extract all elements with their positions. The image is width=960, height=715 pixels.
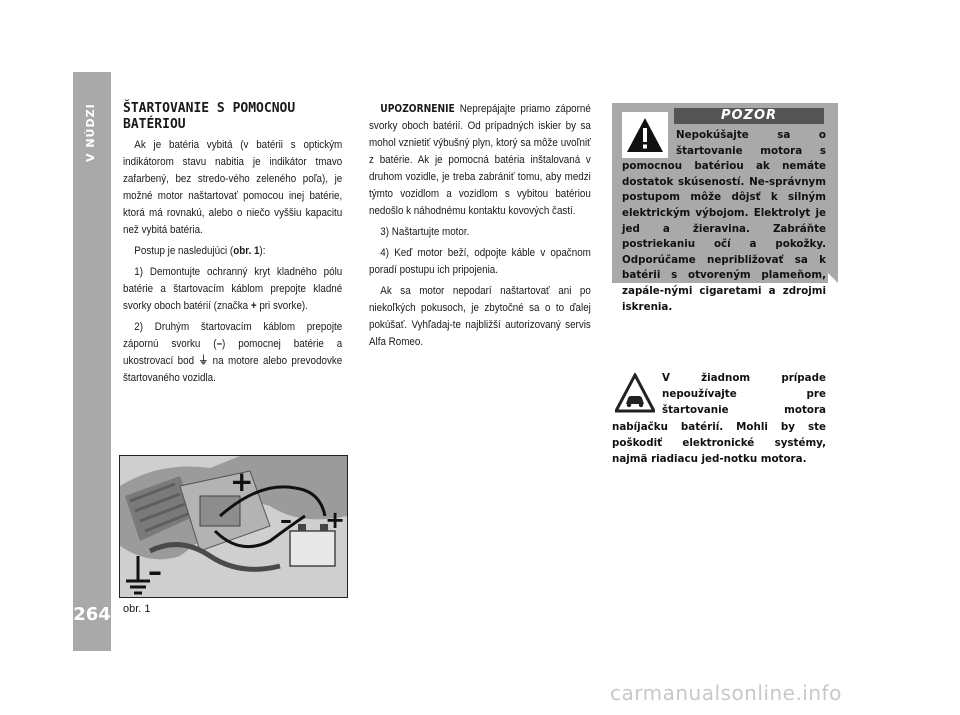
section-title: V NÚDZI [84, 103, 97, 163]
figure-plus-label: + [230, 465, 254, 498]
step-2-text: 2) Druhým štartovacím káblom prepojte zápornú svorku ( [123, 321, 343, 350]
upozornenie-text: Neprepájajte priamo záporné svorky oboch batérií. Od prípadných iskier by sa mohol vznietiť výbušný plyn, ktorý sa môže uvoľniť z batérie. Ak je pomocná batéria inštalovaná v druhom vozidle, je treba zabrániť tomu, aby medzi týmto vozidlom a vozidlom s vybitou batériou nedošlo k náhodnému kontaktu kovových častí. [369, 103, 591, 217]
step-1-text: 1) Demontujte ochranný kryt kladného pólu batérie a štartovacím káblom prepojte kladné svorky oboch batérií (značka [123, 266, 343, 312]
engine-battery-illustration [120, 456, 347, 597]
text-column-2 [369, 101, 591, 355]
warning-text: Nepokúšajte sa o štartovanie motora s pomocnou batériou ak nemáte dostatok skúseností. Ne-správnym postupom môže dôjsť k silným elektrickým výbojom. Elektrolyt je jed a žieravina. Zabráňte postriekaniu očí a pokožky. Odporúčame nepribližovať sa k batérii s otvoreným plameňom, zapále-nými cigaretami a zdrojmi iskrenia. [622, 129, 826, 313]
warning-text-block [622, 128, 826, 315]
final-paragraph: Ak sa motor nepodarí naštartovať ani po niekoľkých pokusoch, je zbytočné sa o to ďalej pokúšať. Vyhľadaj-te najbližší autorizovaný servis Alfa Romeo. [369, 285, 591, 348]
page-number: 264 [73, 604, 111, 625]
note-text: V žiadnom prípade nepoužívajte pre štartovanie motora nabíjačku batérií. Mohli by ste poškodiť elektronické systémy, najmä riadiacu jed-notku motora. [612, 372, 826, 466]
figure-battery-plus-label: + [325, 506, 346, 534]
upozornenie-paragraph [369, 101, 591, 220]
step-2-paragraph [123, 319, 342, 387]
section-heading: ŠTARTOVANIE S POMOCNOU BATÉRIOU [123, 101, 296, 132]
pozor-title: POZOR [674, 108, 824, 124]
figure-caption: obr. 1 [123, 603, 151, 615]
intro-paragraph: Ak je batéria vybitá (v batérii s optickým indikátorom stavu nabitia je indikátor tmavo zafarbený, bez stredo-vého zeleného poľa), je možné motor naštartovať pomocou inej batérie, ktorá má rovnakú, alebo o niečo vyššiu kapacitu než vybitá batéria. [123, 139, 343, 236]
step-4-paragraph: 4) Keď motor beží, odpojte káble v opačnom poradí postupu ich pripojenia. [369, 247, 591, 276]
step-3-paragraph: 3) Naštartujte motor. [380, 226, 470, 238]
step-2-middle: ) pomocnej batérie a ukostrovací bod [123, 338, 343, 367]
note-text-block [612, 370, 826, 467]
watermark: carmanualsonline.info [610, 681, 842, 705]
ground-icon: ⏚ [198, 355, 209, 367]
figure-reference: obr. 1 [233, 245, 260, 257]
upozornenie-label: UPOZORNENIE [380, 103, 455, 115]
minus-sign: – [216, 338, 223, 350]
step-1-end: pri svorke). [256, 300, 308, 312]
step-1-paragraph [123, 264, 342, 315]
figure-minus-label: – [280, 506, 292, 534]
battery-figure [119, 455, 348, 598]
procedure-paragraph [123, 243, 342, 260]
figure-ground-minus-label: – [148, 555, 162, 588]
step-2-end: na motore alebo prevodovke štartovaného vozidla. [123, 355, 343, 384]
procedure-suffix: ): [259, 245, 266, 257]
text-column-1 [123, 137, 342, 391]
procedure-prefix: Postup je nasledujúci ( [134, 245, 234, 257]
plus-sign: + [250, 300, 257, 312]
